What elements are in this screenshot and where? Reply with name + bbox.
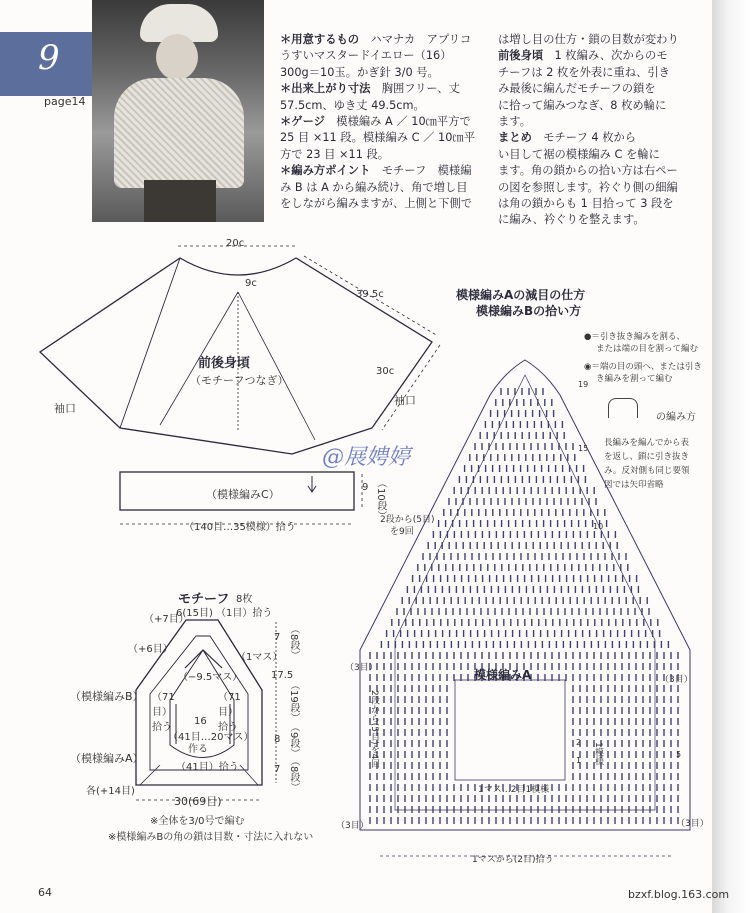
row-10-label: 10: [593, 522, 604, 531]
stitch-symbol-icon: [608, 398, 638, 418]
motif-left-pick: （71目）拾う: [152, 692, 175, 733]
motif-bottom-pick: （41目）拾う: [176, 762, 239, 773]
instruction-text: 300g＝10玉。かぎ針 3/0 号。: [280, 65, 439, 79]
band-label: （模様編みC）: [206, 488, 280, 501]
legend-2: ◉＝端の目の頭へ、または引き: [584, 362, 702, 372]
instruction-text: に編み、衿ぐりを整えます。: [498, 213, 645, 227]
instruction-text: うすいマスタードイエロー（16）: [280, 49, 452, 63]
instruction-heading: まとめ: [498, 131, 544, 145]
motif-inc-side: （+6目）: [128, 644, 173, 655]
motif-dim-top: 7: [274, 632, 281, 643]
motif-dim-low: 8: [274, 734, 281, 745]
chart-title-2: 模様編みBの拾い方: [476, 304, 582, 318]
instruction-text: は角の鎖からも 1 目拾って 3 段を: [498, 197, 674, 211]
motif-dim-mid: 17.5: [271, 670, 294, 681]
chart-right-3: （3目）: [660, 675, 693, 685]
body-title: 前後身頃: [198, 356, 251, 371]
motif-note-1: ※全体を3/0号で編む: [150, 816, 245, 827]
instruction-text: の図を参照します。衿ぐり側の細編: [498, 180, 678, 194]
instruction-heading: 前後身頃: [498, 49, 555, 63]
instruction-text: モチーフ 模様編: [381, 164, 472, 178]
instruction-text: は増し目の仕方・鎖の目数が変わり: [498, 33, 679, 46]
instruction-text: ます。: [498, 115, 531, 129]
shoulder-length-label: 39.5c: [356, 289, 384, 300]
side-length-label: 30c: [376, 366, 395, 377]
chart-repeat-label: 1マス…2目1模様: [478, 785, 550, 795]
row-2-label: 2: [576, 738, 582, 747]
chart-side-left: 2段から(5目)を4回: [369, 690, 379, 769]
note-d: 図では矢印省略: [604, 480, 664, 490]
motif-center-make: 作る: [188, 744, 208, 755]
note-a: 長編みを編んでから表: [604, 438, 690, 448]
instruction-heading: ＊出来上がり寸法: [280, 82, 382, 96]
watermark: @展娉婷: [322, 445, 411, 470]
legend-3: の編み方: [656, 412, 696, 423]
instruction-text: をしながら編みますが、上側と下側で: [280, 197, 473, 211]
motif-title: モチーフ: [178, 592, 230, 607]
row-15-label: 15: [578, 444, 589, 453]
motif-inc-top: （+7目）: [144, 614, 189, 625]
band-rows: （10段）: [375, 478, 386, 521]
chart-left-note-1: 2段から(5目): [380, 515, 435, 525]
instruction-text: 胸囲フリー、丈: [381, 82, 460, 96]
chart-title-1: 模様編みAの減目の仕方: [456, 288, 586, 302]
motif-inner-a: （−9.5マス）: [178, 672, 243, 683]
instruction-text: 方で 23 目 ×11 段。: [280, 147, 390, 161]
motif-center-num: 16: [194, 716, 207, 727]
motif-width: 30(69目): [174, 795, 222, 808]
instruction-heading: ＊ゲージ: [280, 115, 337, 129]
instruction-text: み最後に編んだモチーフの鎖を: [498, 82, 656, 96]
motif-dim-top-rows: （8段）: [288, 624, 299, 661]
instruction-text: ハマナカ アプリコ: [370, 33, 472, 46]
chart-side-right: 1模様: [593, 742, 603, 766]
legend-1b: または端の目を割って編む: [596, 344, 699, 354]
chart-bottom-left-3: （3目）: [336, 821, 369, 831]
row-1-label: 1: [576, 756, 582, 765]
motif-mid-mark: （1マス）: [236, 652, 283, 663]
motif-count: 8枚: [236, 594, 253, 605]
instruction-heading: ＊用意するもの: [280, 33, 371, 46]
note-b: を返し、鎖に引き抜き: [604, 452, 690, 462]
note-c: み。反対側も同じ要領: [604, 466, 690, 476]
motif-label-a: （模様編みA）: [70, 752, 144, 765]
motif-dim-bot: 7: [274, 764, 281, 775]
chart-bottom-pick: 1マスから(2目)拾う: [472, 855, 554, 865]
instruction-text: 1 枚編み、次からのモ: [554, 49, 668, 63]
band-height: 9: [362, 482, 369, 493]
instruction-text: 模様編み A ／ 10㎝平方で: [336, 115, 471, 129]
body-subtitle: （モチーフつなぎ）: [190, 374, 289, 387]
motif-right-pick: （71目）拾う: [218, 692, 241, 733]
motif-dim-bot-rows: （8段）: [288, 756, 299, 793]
instruction-text: い目して裾の模様編み C を輪に: [498, 147, 660, 161]
motif-dim-mid-rows: （19段）: [288, 680, 299, 723]
band-pickup-label: （140目…35模様）拾う: [184, 522, 296, 533]
motif-top-pick: （1目）拾う: [216, 608, 273, 619]
sleeve-left-label: 袖口: [54, 402, 76, 415]
row-5-label: 5: [676, 750, 682, 759]
page-reference: page14: [44, 95, 86, 108]
instruction-text: 57.5cm、ゆき丈 49.5cm。: [280, 98, 425, 112]
motif-dim-low-rows: （9段）: [288, 722, 299, 759]
instruction-text: に拾って編みつなぎ、8 枚め輪に: [498, 98, 667, 112]
chart-left-3: （3目）: [345, 663, 378, 673]
motif-top-count: 6(15目): [176, 608, 213, 619]
top-width-label: 20c: [226, 238, 245, 249]
instruction-text: 25 目 ×11 段。模様編み C ／ 10㎝平: [280, 131, 475, 145]
instruction-text: チーフは 2 枚を外表に重ね、引き: [498, 65, 670, 79]
motif-center-count: （41目…20マス）: [168, 732, 254, 743]
motif-corner-inc: 各(+14目): [86, 786, 135, 797]
instruction-text: ます。角の鎖からの拾い方は右ペー: [498, 164, 678, 178]
chart-bottom-right-3: （3目）: [676, 819, 709, 829]
row-19-label: 19: [578, 380, 589, 389]
chart-left-note-2: を9回: [390, 527, 414, 537]
legend-2b: き編みを割って編む: [596, 374, 673, 384]
source-site: bzxf.blog.163.com: [628, 888, 730, 901]
instruction-heading: ＊編み方ポイント: [280, 164, 382, 178]
pattern-number: 9: [38, 38, 60, 78]
chart-center-label: 模様編みA: [474, 668, 532, 682]
legend-1: ●＝引き抜き編みを割る、: [584, 332, 685, 342]
motif-note-2: ※模様編みBの角の鎖は目数・寸法に入れない: [108, 832, 314, 843]
sleeve-right-label: 袖口: [394, 394, 416, 407]
motif-label-b: （模様編みB）: [70, 690, 144, 703]
instruction-text: み B は A から編み続け、角で増し目: [280, 180, 468, 194]
page-number: 64: [38, 886, 52, 899]
neck-depth-label: 9c: [245, 278, 257, 289]
instruction-text: モチーフ 4 枚から: [543, 131, 637, 145]
